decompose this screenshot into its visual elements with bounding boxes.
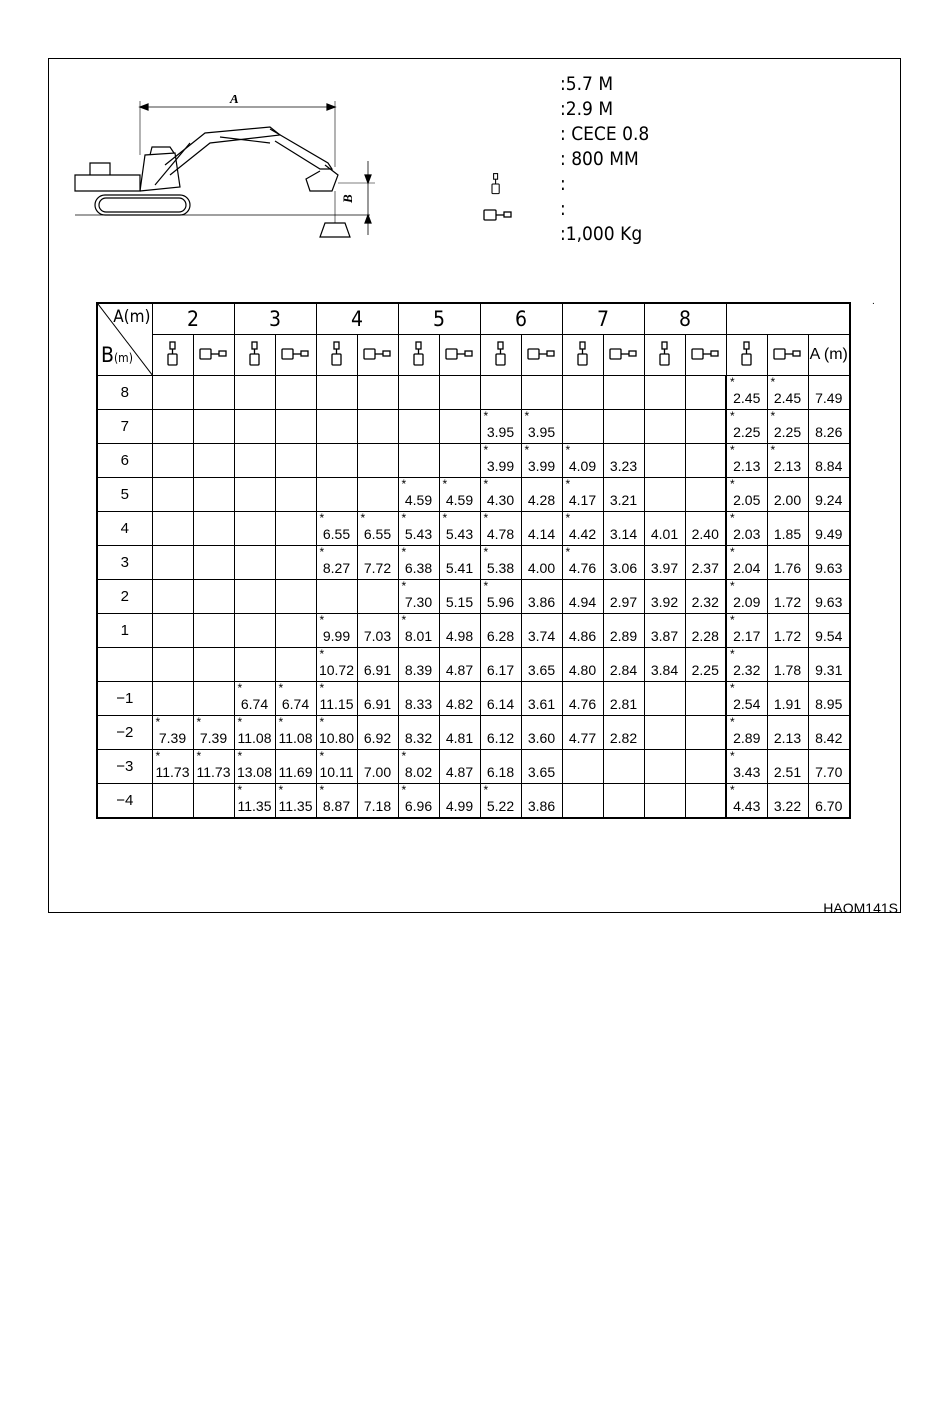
capacity-cell: 9.49 — [808, 512, 850, 546]
capacity-cell: * 2.03 — [726, 512, 767, 546]
capacity-cell — [357, 478, 398, 512]
capacity-cell — [603, 410, 644, 444]
capacity-cell — [644, 376, 685, 410]
capacity-cell — [152, 546, 193, 580]
capacity-cell — [685, 444, 726, 478]
capacity-cell — [234, 648, 275, 682]
capacity-cell — [152, 478, 193, 512]
height-cell: 1 — [97, 614, 152, 648]
capacity-cell: * 4.17 — [562, 478, 603, 512]
capacity-cell — [234, 512, 275, 546]
table-row — [97, 376, 850, 410]
capacity-cell: 3.61 — [521, 682, 562, 716]
label-a: A — [230, 95, 239, 106]
capacity-cell: 4.76 — [562, 682, 603, 716]
spec-side-icon-line: : — [560, 198, 566, 220]
capacity-cell — [152, 614, 193, 648]
capacity-cell: * 2.89 — [726, 716, 767, 750]
capacity-cell: * 2.45 — [767, 376, 808, 410]
capacity-cell: 5.41 — [439, 546, 480, 580]
capacity-cell — [644, 784, 685, 819]
capacity-cell — [644, 682, 685, 716]
capacity-cell: 2.13 — [767, 716, 808, 750]
capacity-cell: * 2.32 — [726, 648, 767, 682]
capacity-cell: * 4.43 — [726, 784, 767, 819]
capacity-cell — [234, 546, 275, 580]
capacity-cell: 4.87 — [439, 648, 480, 682]
front-load-icon — [398, 335, 439, 376]
capacity-cell: 4.14 — [521, 512, 562, 546]
capacity-cell: * 6.55 — [316, 512, 357, 546]
capacity-cell — [644, 716, 685, 750]
capacity-cell: 2.40 — [685, 512, 726, 546]
capacity-cell: * 6.74 — [234, 682, 275, 716]
capacity-cell: 1.72 — [767, 614, 808, 648]
capacity-cell — [439, 376, 480, 410]
capacity-cell: 3.74 — [521, 614, 562, 648]
capacity-cell: * 5.43 — [439, 512, 480, 546]
capacity-cell — [398, 410, 439, 444]
capacity-cell — [275, 376, 316, 410]
capacity-cell — [685, 410, 726, 444]
capacity-cell: 9.63 — [808, 580, 850, 614]
capacity-cell: 2.89 — [603, 614, 644, 648]
capacity-cell — [685, 682, 726, 716]
table-row — [97, 716, 850, 750]
capacity-cell — [603, 784, 644, 819]
capacity-cell: 4.94 — [562, 580, 603, 614]
capacity-cell — [357, 444, 398, 478]
capacity-cell: * 2.54 — [726, 682, 767, 716]
side-load-icon — [439, 335, 480, 376]
capacity-cell: * 4.59 — [398, 478, 439, 512]
capacity-cell — [152, 580, 193, 614]
capacity-cell: 2.82 — [603, 716, 644, 750]
capacity-cell — [316, 478, 357, 512]
capacity-cell: * 6.74 — [275, 682, 316, 716]
capacity-cell — [275, 648, 316, 682]
capacity-cell — [234, 410, 275, 444]
capacity-cell — [234, 614, 275, 648]
height-cell — [97, 648, 152, 682]
capacity-cell: * 10.72 — [316, 648, 357, 682]
capacity-cell: 8.39 — [398, 648, 439, 682]
front-load-icon — [644, 335, 685, 376]
capacity-cell: 6.28 — [480, 614, 521, 648]
radius-4: 4 — [316, 303, 398, 335]
capacity-cell: 3.84 — [644, 648, 685, 682]
capacity-cell: * 2.13 — [726, 444, 767, 478]
capacity-cell — [521, 376, 562, 410]
capacity-cell: 4.87 — [439, 750, 480, 784]
capacity-cell — [316, 410, 357, 444]
capacity-cell: 9.54 — [808, 614, 850, 648]
height-cell: 3 — [97, 546, 152, 580]
capacity-cell: * 4.59 — [439, 478, 480, 512]
capacity-cell: * 2.45 — [726, 376, 767, 410]
capacity-cell — [275, 580, 316, 614]
capacity-cell: 7.03 — [357, 614, 398, 648]
capacity-cell — [193, 580, 234, 614]
radius-7: 7 — [562, 303, 644, 335]
side-load-icon — [193, 335, 234, 376]
capacity-cell: * 7.30 — [398, 580, 439, 614]
capacity-cell: 9.24 — [808, 478, 850, 512]
capacity-cell — [193, 614, 234, 648]
capacity-cell: 8.42 — [808, 716, 850, 750]
side-load-icon — [521, 335, 562, 376]
capacity-cell: 3.22 — [767, 784, 808, 819]
height-cell: −1 — [97, 682, 152, 716]
side-load-icon — [603, 335, 644, 376]
capacity-cell — [685, 376, 726, 410]
height-cell: −3 — [97, 750, 152, 784]
capacity-cell — [357, 580, 398, 614]
capacity-cell: 3.14 — [603, 512, 644, 546]
spec-shoe: : 800 MM — [560, 148, 639, 170]
capacity-cell: * 5.43 — [398, 512, 439, 546]
front-load-icon — [152, 335, 193, 376]
capacity-cell: * 11.35 — [275, 784, 316, 819]
spec-weight: :1,000 Kg — [560, 223, 643, 245]
capacity-cell: 4.99 — [439, 784, 480, 819]
radius-3: 3 — [234, 303, 316, 335]
capacity-cell: 2.28 — [685, 614, 726, 648]
capacity-cell: 1.72 — [767, 580, 808, 614]
capacity-cell: 9.31 — [808, 648, 850, 682]
capacity-cell — [603, 750, 644, 784]
capacity-cell — [644, 444, 685, 478]
max-reach-column-header: A (m) — [808, 335, 850, 376]
capacity-cell — [398, 376, 439, 410]
capacity-cell — [685, 750, 726, 784]
table-row — [97, 410, 850, 444]
front-load-icon — [562, 335, 603, 376]
capacity-cell — [398, 444, 439, 478]
table-row — [97, 648, 850, 682]
height-cell: 5 — [97, 478, 152, 512]
radius-2: 2 — [152, 303, 234, 335]
capacity-cell: 3.87 — [644, 614, 685, 648]
capacity-cell: * 2.25 — [767, 410, 808, 444]
table-row — [97, 444, 850, 478]
capacity-cell — [439, 444, 480, 478]
capacity-cell — [439, 410, 480, 444]
capacity-cell: * 13.08 — [234, 750, 275, 784]
capacity-cell: * 7.39 — [193, 716, 234, 750]
capacity-cell: 3.86 — [521, 580, 562, 614]
figure-code: HAOM141S — [823, 900, 898, 916]
capacity-cell: 4.28 — [521, 478, 562, 512]
capacity-cell: 3.86 — [521, 784, 562, 819]
radius-6: 6 — [480, 303, 562, 335]
side-load-icon — [275, 335, 316, 376]
capacity-cell — [193, 648, 234, 682]
capacity-cell — [234, 444, 275, 478]
capacity-cell: * 8.02 — [398, 750, 439, 784]
capacity-cell: 2.84 — [603, 648, 644, 682]
table-row — [97, 478, 850, 512]
capacity-cell: 4.00 — [521, 546, 562, 580]
capacity-cell: 3.65 — [521, 750, 562, 784]
capacity-cell: * 5.38 — [480, 546, 521, 580]
side-load-icon — [357, 335, 398, 376]
capacity-cell: 4.81 — [439, 716, 480, 750]
corner-b-label: B(m) — [101, 343, 133, 367]
capacity-cell — [275, 410, 316, 444]
capacity-cell: * 2.25 — [726, 410, 767, 444]
excavator-diagram — [70, 95, 390, 255]
capacity-cell — [316, 580, 357, 614]
capacity-cell: * 3.43 — [726, 750, 767, 784]
capacity-cell — [275, 444, 316, 478]
capacity-cell — [603, 376, 644, 410]
capacity-cell — [562, 376, 603, 410]
lift-capacity-table — [96, 302, 851, 819]
capacity-cell: 6.17 — [480, 648, 521, 682]
capacity-cell — [480, 376, 521, 410]
capacity-cell — [316, 376, 357, 410]
capacity-cell — [152, 648, 193, 682]
capacity-cell: 4.86 — [562, 614, 603, 648]
capacity-cell — [152, 410, 193, 444]
capacity-cell: * 2.09 — [726, 580, 767, 614]
capacity-cell: 2.51 — [767, 750, 808, 784]
capacity-cell: * 4.09 — [562, 444, 603, 478]
capacity-cell: * 4.30 — [480, 478, 521, 512]
front-load-icon — [480, 335, 521, 376]
table-row — [97, 614, 850, 648]
capacity-cell: * 8.01 — [398, 614, 439, 648]
height-cell: 2 — [97, 580, 152, 614]
capacity-cell: 7.18 — [357, 784, 398, 819]
capacity-cell — [152, 512, 193, 546]
capacity-cell: * 2.17 — [726, 614, 767, 648]
front-load-icon — [480, 172, 520, 196]
capacity-cell: 7.00 — [357, 750, 398, 784]
capacity-cell: * 6.55 — [357, 512, 398, 546]
capacity-cell: 8.26 — [808, 410, 850, 444]
capacity-cell: 6.92 — [357, 716, 398, 750]
capacity-cell: 1.91 — [767, 682, 808, 716]
capacity-cell: 2.97 — [603, 580, 644, 614]
capacity-cell: 4.77 — [562, 716, 603, 750]
capacity-cell: 4.98 — [439, 614, 480, 648]
capacity-cell: * 3.95 — [480, 410, 521, 444]
capacity-cell — [685, 478, 726, 512]
capacity-cell: 6.12 — [480, 716, 521, 750]
capacity-cell: 2.37 — [685, 546, 726, 580]
capacity-cell: * 8.27 — [316, 546, 357, 580]
capacity-cell: 7.49 — [808, 376, 850, 410]
capacity-cell: 8.33 — [398, 682, 439, 716]
capacity-cell — [152, 682, 193, 716]
capacity-cell: * 3.95 — [521, 410, 562, 444]
capacity-cell: * 5.22 — [480, 784, 521, 819]
capacity-cell: 3.97 — [644, 546, 685, 580]
capacity-cell — [685, 716, 726, 750]
capacity-cell — [562, 784, 603, 819]
capacity-cell: 1.78 — [767, 648, 808, 682]
capacity-cell: 1.85 — [767, 512, 808, 546]
capacity-cell — [644, 478, 685, 512]
capacity-cell — [357, 376, 398, 410]
capacity-cell: 4.80 — [562, 648, 603, 682]
capacity-cell: * 11.73 — [152, 750, 193, 784]
capacity-cell — [152, 784, 193, 819]
capacity-cell: * 10.80 — [316, 716, 357, 750]
capacity-cell: * 10.11 — [316, 750, 357, 784]
capacity-cell: * 5.96 — [480, 580, 521, 614]
capacity-cell: 1.76 — [767, 546, 808, 580]
height-cell: 8 — [97, 376, 152, 410]
table-corner — [97, 303, 152, 376]
capacity-cell: 3.65 — [521, 648, 562, 682]
height-cell: −2 — [97, 716, 152, 750]
capacity-cell: * 11.15 — [316, 682, 357, 716]
capacity-cell: * 4.76 — [562, 546, 603, 580]
capacity-cell: * 6.38 — [398, 546, 439, 580]
header-row-radius — [97, 303, 850, 335]
table-row — [97, 546, 850, 580]
side-load-icon — [767, 335, 808, 376]
capacity-cell: * 2.13 — [767, 444, 808, 478]
capacity-cell — [152, 444, 193, 478]
height-cell: −4 — [97, 784, 152, 819]
capacity-cell: 4.01 — [644, 512, 685, 546]
capacity-cell: * 11.73 — [193, 750, 234, 784]
capacity-cell: 8.32 — [398, 716, 439, 750]
capacity-cell: * 4.78 — [480, 512, 521, 546]
capacity-cell: 6.70 — [808, 784, 850, 819]
capacity-cell — [152, 376, 193, 410]
capacity-cell: 6.91 — [357, 682, 398, 716]
capacity-cell — [193, 410, 234, 444]
side-load-icon — [685, 335, 726, 376]
capacity-cell — [316, 444, 357, 478]
capacity-cell — [357, 410, 398, 444]
header-row-icons — [97, 335, 850, 376]
capacity-cell: * 3.99 — [521, 444, 562, 478]
label-b: B — [340, 194, 355, 203]
capacity-cell — [234, 580, 275, 614]
corner-a-label: A(m) — [113, 307, 151, 327]
capacity-cell: 3.60 — [521, 716, 562, 750]
table-row — [97, 682, 850, 716]
capacity-cell: 5.15 — [439, 580, 480, 614]
height-cell: 7 — [97, 410, 152, 444]
radius-5: 5 — [398, 303, 480, 335]
table-row — [97, 580, 850, 614]
capacity-cell: 7.70 — [808, 750, 850, 784]
capacity-cell: * 6.96 — [398, 784, 439, 819]
radius-8: 8 — [644, 303, 726, 335]
height-cell: 6 — [97, 444, 152, 478]
capacity-cell: * 8.87 — [316, 784, 357, 819]
table-row — [97, 512, 850, 546]
spec-front-icon-line: : — [560, 173, 566, 195]
spec-boom-length: :5.7 M — [560, 73, 614, 95]
capacity-cell — [193, 376, 234, 410]
capacity-cell — [275, 546, 316, 580]
capacity-cell — [193, 478, 234, 512]
table-row — [97, 750, 850, 784]
capacity-cell: 2.81 — [603, 682, 644, 716]
capacity-cell — [234, 376, 275, 410]
table-row — [97, 784, 850, 819]
capacity-cell: 6.91 — [357, 648, 398, 682]
capacity-cell: * 2.04 — [726, 546, 767, 580]
spec-bucket: : CECE 0.8 — [560, 123, 650, 145]
capacity-cell: * 2.05 — [726, 478, 767, 512]
capacity-cell — [685, 784, 726, 819]
capacity-cell — [275, 512, 316, 546]
capacity-cell: 2.00 — [767, 478, 808, 512]
capacity-cell: 9.63 — [808, 546, 850, 580]
capacity-cell: * 11.35 — [234, 784, 275, 819]
side-load-icon — [480, 204, 520, 228]
capacity-cell: 8.84 — [808, 444, 850, 478]
capacity-cell — [193, 546, 234, 580]
capacity-cell: 6.14 — [480, 682, 521, 716]
capacity-cell: * 3.99 — [480, 444, 521, 478]
capacity-cell: 3.23 — [603, 444, 644, 478]
capacity-cell: 2.32 — [685, 580, 726, 614]
capacity-cell — [275, 614, 316, 648]
capacity-cell — [193, 682, 234, 716]
capacity-cell: * 4.42 — [562, 512, 603, 546]
height-cell: 4 — [97, 512, 152, 546]
capacity-cell — [193, 784, 234, 819]
capacity-cell: * 7.39 — [152, 716, 193, 750]
spec-list — [560, 72, 649, 247]
capacity-cell — [193, 512, 234, 546]
max-reach-header — [726, 303, 850, 335]
capacity-cell: * 11.08 — [234, 716, 275, 750]
capacity-cell: 8.95 — [808, 682, 850, 716]
spec-arm-length: :2.9 M — [560, 98, 614, 120]
capacity-cell — [644, 410, 685, 444]
front-load-icon — [234, 335, 275, 376]
capacity-cell: * 9.99 — [316, 614, 357, 648]
capacity-cell: 7.72 — [357, 546, 398, 580]
capacity-cell — [562, 410, 603, 444]
capacity-cell — [644, 750, 685, 784]
capacity-cell — [562, 750, 603, 784]
capacity-cell — [275, 478, 316, 512]
capacity-cell — [193, 444, 234, 478]
capacity-cell: 3.06 — [603, 546, 644, 580]
capacity-cell: 4.82 — [439, 682, 480, 716]
capacity-cell: 11.69 — [275, 750, 316, 784]
capacity-cell: 3.92 — [644, 580, 685, 614]
capacity-cell: 3.21 — [603, 478, 644, 512]
capacity-cell: 2.25 — [685, 648, 726, 682]
capacity-cell: 6.18 — [480, 750, 521, 784]
front-load-icon — [316, 335, 357, 376]
capacity-cell — [234, 478, 275, 512]
capacity-cell: * 11.08 — [275, 716, 316, 750]
front-load-icon — [726, 335, 767, 376]
stray-dot: . — [872, 296, 875, 307]
